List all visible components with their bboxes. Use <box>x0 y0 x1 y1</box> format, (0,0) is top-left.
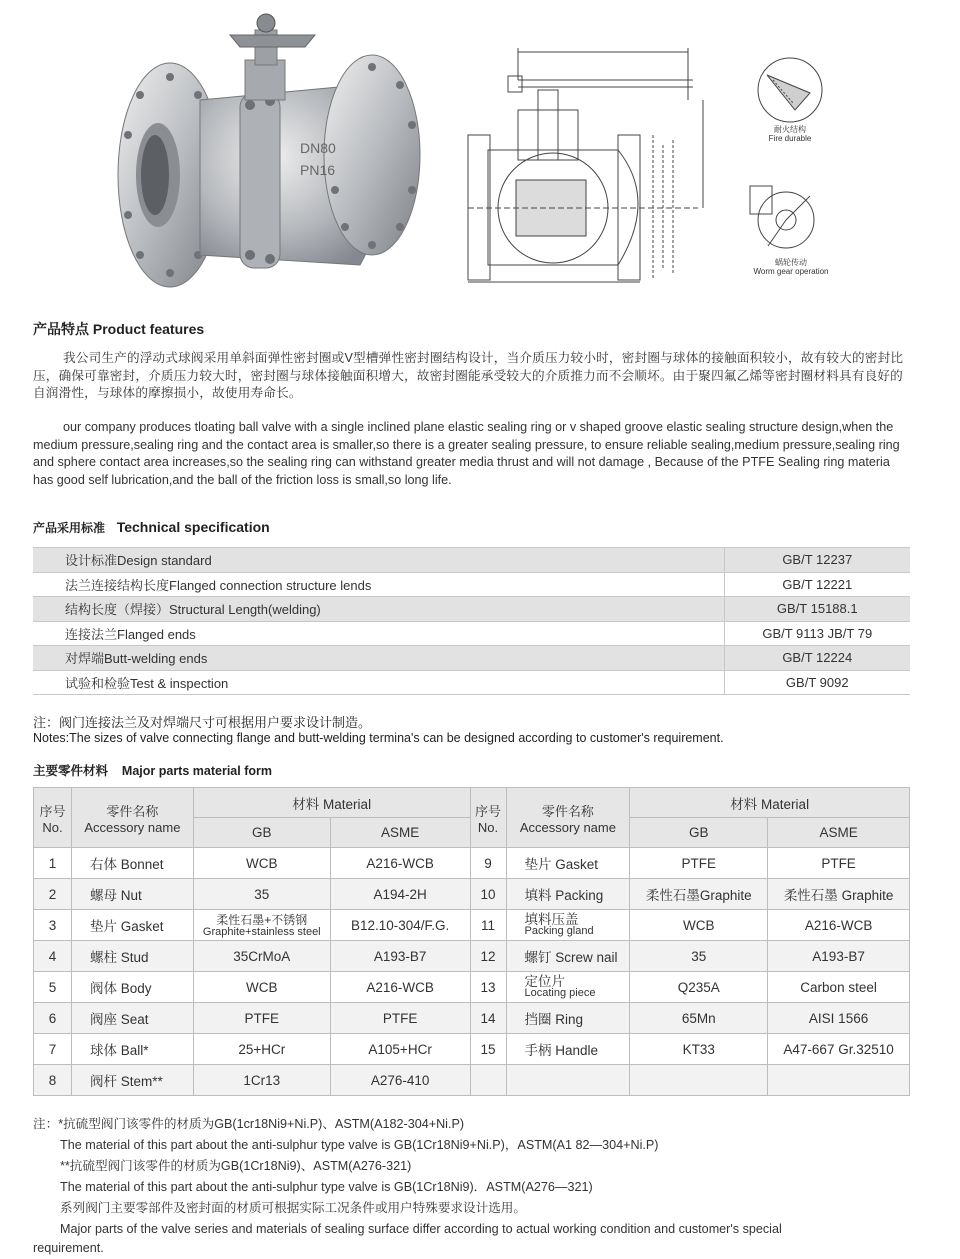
col-no <box>34 788 72 848</box>
part-name: 手柄 Handle <box>506 1034 630 1065</box>
table-row <box>33 597 910 622</box>
col-gb: GB <box>193 818 330 848</box>
table-row <box>33 621 910 646</box>
part-asme: A216-WCB <box>330 972 470 1003</box>
spec-label: 试验和检验Test & inspection <box>33 670 724 695</box>
valve-photo <box>100 5 440 290</box>
part-name: 螺母 Nut <box>71 879 193 910</box>
footnote-7: requirement. <box>33 1241 104 1255</box>
col-material: 材料 Material <box>630 788 910 818</box>
table-row <box>34 1034 910 1065</box>
part-no: 6 <box>34 1003 72 1034</box>
spec-table <box>33 547 910 695</box>
part-asme: A193-B7 <box>330 941 470 972</box>
col-asme: ASME <box>330 818 470 848</box>
part-name: 阀体 Body <box>71 972 193 1003</box>
empty-cell <box>506 1065 630 1096</box>
table-row <box>33 572 910 597</box>
part-no: 4 <box>34 941 72 972</box>
part-no: 10 <box>470 879 506 910</box>
photo-mark-pn: PN16 <box>300 162 336 178</box>
part-no: 7 <box>34 1034 72 1065</box>
fire-durable-caption <box>752 125 828 143</box>
part-name: 阀杆 Stem** <box>71 1065 193 1096</box>
materials-table <box>33 787 910 1096</box>
spec-label: 法兰连接结构长度Flanged connection structure lends <box>33 572 724 597</box>
table-row <box>34 941 910 972</box>
spec-value: GB/T 9092 <box>724 670 910 695</box>
part-name: 挡圈 Ring <box>506 1003 630 1034</box>
part-name: 垫片 Gasket <box>71 910 193 941</box>
empty-cell <box>470 1065 506 1096</box>
part-gb: 35 <box>193 879 330 910</box>
part-no: 5 <box>34 972 72 1003</box>
part-asme: AISI 1566 <box>768 1003 910 1034</box>
spec-label: 结构长度（焊接）Structural Length(welding) <box>33 597 724 622</box>
part-name-cn: 填料压盖 <box>524 912 579 927</box>
fire-durable-drawing <box>755 55 825 125</box>
part-gb: PTFE <box>193 1003 330 1034</box>
note-cn: 注：阀门连接法兰及对焊端尺寸可根据用户要求设计制造。 <box>33 715 372 730</box>
table-row <box>34 879 910 910</box>
part-gb: 35 <box>630 941 768 972</box>
features-en-paragraph: our company produces tloating ball valve with a single inclined plane elastic sealing ring or v shaped groove elastic sealing structure design,when the medium pressure,sealing ring and the contact area is smaller,so there is a greater sealing pressure, to ensure reliable sealing,medium pressure,sealing ring and sphere contact area increases,so the sealing ring can withstand greater media thrust and will not damage , Because of the PTFE Sealing ring materia has good self lubrication,and the ball of the friction loss is small,so long life. <box>33 420 900 487</box>
part-name: 垫片 Gasket <box>506 848 630 879</box>
col-material: 材料 Material <box>193 788 470 818</box>
part-asme: PTFE <box>768 848 910 879</box>
part-gb: 25+HCr <box>193 1034 330 1065</box>
col-no-en: No. <box>42 819 63 835</box>
table-row <box>33 670 910 695</box>
col-no-cn: 序号 <box>475 803 502 819</box>
spec-heading-en: Technical specification <box>116 519 270 535</box>
part-asme: 柔性石墨 Graphite <box>768 879 910 910</box>
footnote-4: The material of this part about the anti-sulphur type valve is GB(1Cr18Ni9)．ASTM(A276—321) <box>60 1180 593 1194</box>
table-row <box>34 1003 910 1034</box>
spec-label: 对焊端Butt-welding ends <box>33 646 724 671</box>
col-name-cn: 零件名称 <box>541 803 594 819</box>
part-name-en: Packing gland <box>524 925 594 937</box>
col-no-cn: 序号 <box>39 803 66 819</box>
worm-gear-en: Worm gear operation <box>753 267 829 276</box>
part-asme: A216-WCB <box>768 910 910 941</box>
part-name <box>506 972 630 1003</box>
spec-value: GB/T 12221 <box>724 572 910 597</box>
part-gb: WCB <box>193 972 330 1003</box>
footnote-6: Major parts of the valve series and materials of sealing surface differ according to actual working condition and customer's special <box>60 1222 782 1236</box>
part-gb: 35CrMoA <box>193 941 330 972</box>
part-gb: WCB <box>630 910 768 941</box>
features-heading: 产品特点 Product features <box>33 321 205 337</box>
spec-heading-cn: 产品采用标准 <box>33 521 106 535</box>
photo-mark-dn: DN80 <box>300 140 336 156</box>
col-gb: GB <box>630 818 768 848</box>
part-asme: A193-B7 <box>768 941 910 972</box>
col-no-en: No. <box>477 819 499 835</box>
part-no: 1 <box>34 848 72 879</box>
col-name-en: Accessory name <box>84 819 181 835</box>
part-gb: 柔性石墨Graphite <box>630 879 768 910</box>
empty-cell <box>630 1065 768 1096</box>
table-row <box>34 910 910 941</box>
part-asme: A276-410 <box>330 1065 470 1096</box>
empty-cell <box>768 1065 910 1096</box>
table-row <box>34 972 910 1003</box>
table-row <box>33 646 910 671</box>
part-gb: 65Mn <box>630 1003 768 1034</box>
materials-heading-cn: 主要零件材料 <box>33 764 109 778</box>
part-no: 13 <box>470 972 506 1003</box>
part-no: 11 <box>470 910 506 941</box>
part-gb-cn: 柔性石墨+不锈钢 <box>216 912 308 927</box>
part-name-en: Locating piece <box>524 987 596 999</box>
materials-heading-en: Major parts material form <box>121 764 272 778</box>
part-gb: KT33 <box>630 1034 768 1065</box>
fire-durable-cn: 耐火结构 <box>774 125 806 134</box>
table-row <box>33 548 910 573</box>
part-gb: 1Cr13 <box>193 1065 330 1096</box>
part-gb: WCB <box>193 848 330 879</box>
worm-gear-drawing <box>748 178 818 258</box>
part-name: 螺钉 Screw nail <box>506 941 630 972</box>
part-gb: Q235A <box>630 972 768 1003</box>
part-name <box>506 910 630 941</box>
footnote-5: 系列阀门主要零部件及密封面的材质可根据实际工况条件或用户特殊要求设计选用。 <box>60 1201 526 1215</box>
part-asme: A216-WCB <box>330 848 470 879</box>
spec-value: GB/T 15188.1 <box>724 597 910 622</box>
materials-heading <box>33 761 272 779</box>
col-name-cn: 零件名称 <box>106 803 159 819</box>
table-row <box>34 1065 910 1096</box>
part-gb <box>193 910 330 941</box>
part-asme: A105+HCr <box>330 1034 470 1065</box>
part-gb: PTFE <box>630 848 768 879</box>
part-gb-en: Graphite+stainless steel <box>202 925 321 938</box>
footnote-1: 注：*抗硫型阀门该零件的材质为GB(1cr18Ni9+Ni.P)、ASTM(A182-304+Ni.P) <box>33 1117 465 1131</box>
col-name <box>71 788 193 848</box>
col-no <box>470 788 506 848</box>
part-name: 螺柱 Stud <box>71 941 193 972</box>
footnote-2: The material of this part about the anti-sulphur type valve is GB(1Cr18Ni9+Ni.P)，ASTM(A1 82—304+Ni.P) <box>60 1138 659 1152</box>
features-cn-paragraph: 我公司生产的浮动式球阀采用单斜面弹性密封圈或V型槽弹性密封圈结构设计，当介质压力较小时，密封圈与球体的接触面积较小，故有较大的密封比压，确保可靠密封，介质压力较大时，密封圈与球体接触面积增大，故密封圈能承受较大的介质推力而不会顺坏。由于聚四氟乙烯等密封圈材料具有良好的自润滑性，与球体的摩擦损小，故使用寿命长。 <box>33 351 904 400</box>
part-name: 阀座 Seat <box>71 1003 193 1034</box>
part-no: 12 <box>470 941 506 972</box>
note-en: Notes:The sizes of valve connecting flange and butt-welding termina's can be designed according to customer's requirement. <box>33 731 724 745</box>
col-asme: ASME <box>768 818 910 848</box>
part-no: 3 <box>34 910 72 941</box>
part-name: 右体 Bonnet <box>71 848 193 879</box>
fire-durable-en: Fire durable <box>768 134 812 143</box>
part-asme: A194-2H <box>330 879 470 910</box>
section-drawing <box>458 40 748 285</box>
part-name-cn: 定位片 <box>524 974 565 989</box>
part-no: 15 <box>470 1034 506 1065</box>
spec-label: 设计标准Design standard <box>33 548 724 573</box>
part-asme: PTFE <box>330 1003 470 1034</box>
spec-label: 连接法兰Flanged ends <box>33 621 724 646</box>
spec-value: GB/T 12237 <box>724 548 910 573</box>
part-name: 球体 Ball* <box>71 1034 193 1065</box>
part-no: 8 <box>34 1065 72 1096</box>
spec-value: GB/T 9113 JB/T 79 <box>724 621 910 646</box>
worm-gear-cn: 蜗轮传动 <box>775 258 807 267</box>
part-asme: Carbon steel <box>768 972 910 1003</box>
worm-gear-caption <box>736 258 846 276</box>
footnote-3: **抗硫型阀门该零件的材质为GB(1Cr18Ni9)、ASTM(A276-321) <box>60 1159 412 1173</box>
col-name <box>506 788 630 848</box>
part-name: 填料 Packing <box>506 879 630 910</box>
spec-heading <box>33 519 270 536</box>
part-no: 14 <box>470 1003 506 1034</box>
part-asme: A47-667 Gr.32510 <box>768 1034 910 1065</box>
table-row <box>34 848 910 879</box>
col-name-en: Accessory name <box>519 819 616 835</box>
part-no: 9 <box>470 848 506 879</box>
part-no: 2 <box>34 879 72 910</box>
spec-value: GB/T 12224 <box>724 646 910 671</box>
part-asme: B12.10-304/F.G. <box>330 910 470 941</box>
